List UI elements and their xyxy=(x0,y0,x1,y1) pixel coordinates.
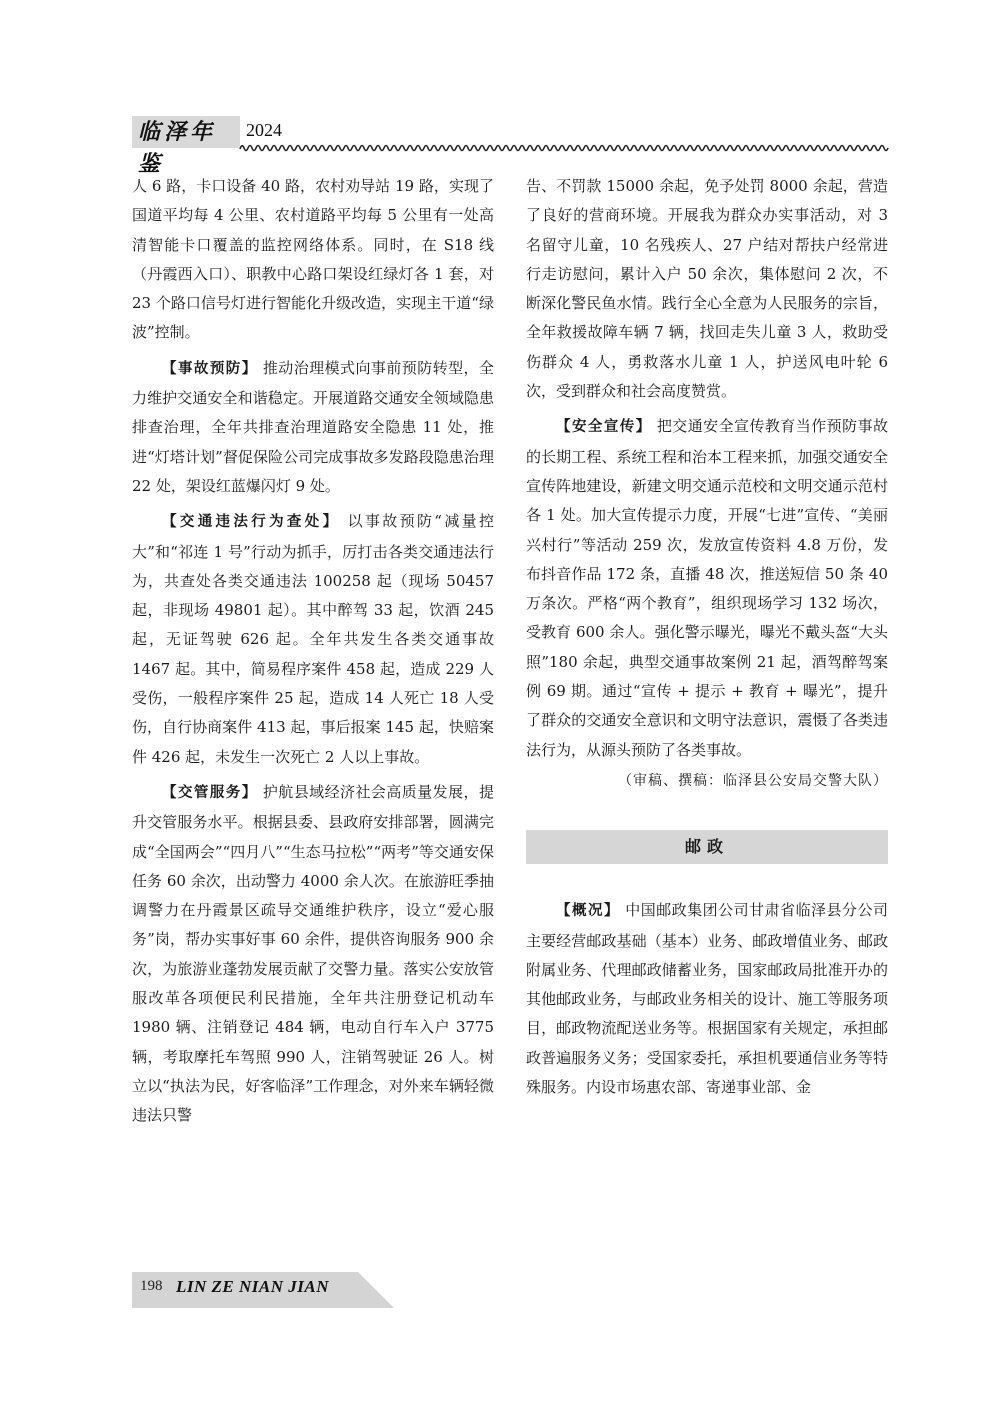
traffic-service-text: 护航县域经济社会高质量发展，提升交管服务水平。根据县委、县政府安排部署，圆满完成“全国两会”“四月八”“生态马拉松”“两考”等交通安保任务 60 余次，出动警力 4000 余人次。在旅游旺季抽调警力在丹霞景区疏导交通维护秩序，设立“爱心服务”岗，帮办实事好事 60 余件，提供咨询服务 900 余次，为旅游业蓬勃发展贡献了交警力量。落实公安放管服改革各项便民利民措施，全年共注册登记机动车 1980 辆、注销登记 484 辆，电动自行车入户 3775 辆，考取摩托车驾照 990 人，注销驾驶证 26 人。树立以“执法为民，好客临泽”工作理念，对外来车辆轻微违法只警 xyxy=(132,782,494,1125)
violation-handling-paragraph xyxy=(132,507,494,772)
safety-publicity-heading: 【安全宣传】 xyxy=(556,419,652,436)
traffic-service-heading: 【交管服务】 xyxy=(162,784,258,801)
yearbook-year: 2024 xyxy=(246,120,282,140)
header-wavy-rule xyxy=(132,140,892,154)
accident-prevention-text: 推动治理模式向事前预防转型，全力维护交通安全和谐稳定。开展道路交通安全领域隐患排查治理，全年共排查治理道路安全隐患 11 处，推进“灯塔计划”督促保险公司完成事故多发路段隐患治理 22 处，架设红蓝爆闪灯 9 处。 xyxy=(132,358,494,495)
page-header xyxy=(132,114,892,177)
violation-handling-text: 以事故预防“减量控大”和“祁连 1 号”行动为抓手，厉打击各类交通违法行为，共查处各类交通违法 100258 起（现场 50457 起，非现场 49801 起）。其中醉驾 33 起，饮酒 245 起，无证驾驶 626 起。全年共发生各类交通事故 1467 起。其中，简易程序案件 458 起，造成 229 人受伤，一般程序案件 25 起，造成 14 人死亡 18 人受伤，自行协商案件 413 起，事后报案 145 起，快赔案件 426 起，未发生一次死亡 2 人以上事故。 xyxy=(132,512,495,766)
continued-paragraph: 人 6 路，卡口设备 40 路，农村劝导站 19 路，实现了国道平均每 4 公里、农村道路平均每 5 公里有一处高清智能卡口覆盖的监控网络体系。同时，在 S18 线（丹霞西入口）、职教中心路口架设红绿灯各 1 套，对 23 个路口信号灯进行智能化升级改造，实现主干道“绿波”控制。 xyxy=(132,177,494,342)
accident-prevention-paragraph xyxy=(132,354,494,501)
accident-prevention-heading: 【事故预防】 xyxy=(162,360,258,377)
continued-paragraph-right: 告、不罚款 15000 余起，免予处罚 8000 余起，营造了良好的营商环境。开展我为群众办实事活动，对 3 名留守儿童，10 名残疾人、27 户结对帮扶户经常进行走访慰问，累计入户 50 余次，集体慰问 2 次，不断深化警民鱼水情。践行全心全意为人民服务的宗旨，全年救援故障车辆 7 辆，找回走失儿童 3 人，救助受伤群众 4 人，勇救落水儿童 1 人，护送风电叶轮 6 次，受到群众和社会高度赞赏。 xyxy=(526,177,888,401)
right-column xyxy=(526,172,888,1102)
postal-section-title: 邮政 xyxy=(526,830,888,864)
page-number: 198 xyxy=(140,1278,163,1294)
overview-paragraph xyxy=(526,896,888,1102)
page-footer xyxy=(132,1272,402,1308)
safety-publicity-text: 把交通安全宣传教育当作预防事故的长期工程、系统工程和治本工程来抓，加强交通安全宣传阵地建设，新建文明交通示范校和文明交通示范村各 1 处。加大宣传提示力度，开展“七进”宣传、“美丽兴村行”等活动 259 次，发放宣传资料 4.8 万份，发布抖音作品 172 条，直播 48 次，推送短信 50 条 40 万条次。严格“两个教育”，组织现场学习 132 场次，受教育 600 余人。强化警示曝光，曝光不戴头盔“大头照”180 余起，典型交通事故案例 21 起，酒驾醉驾案例 69 期。通过“宣传 + 提示 + 教育 + 曝光”，提升了群众的交通安全意识和文明守法意识，震慑了各类违法行为，从源头预防了各类事故。 xyxy=(526,417,888,759)
safety-publicity-paragraph xyxy=(526,412,888,765)
left-column xyxy=(132,172,494,1131)
violation-handling-heading: 【交通违法行为查处】 xyxy=(162,514,341,531)
author-credit: （审稿、撰稿：临泽县公安局交警大队） xyxy=(618,772,888,789)
footer-title: LIN ZE NIAN JIAN xyxy=(176,1277,329,1296)
yearbook-title: 临泽年鉴 xyxy=(132,116,240,148)
overview-heading: 【概况】 xyxy=(556,903,620,920)
overview-text: 中国邮政集团公司甘肃省临泽县分公司主要经营邮政基础（基本）业务、邮政增值业务、邮政附属业务、代理邮政储蓄业务，国家邮政局批准开办的其他邮政业务，与邮政业务相关的设计、施工等服务项目，邮政物流配送业务等。根据国家有关规定，承担邮政普遍服务义务；受国家委托，承担机要通信业务等特殊服务。内设市场惠农部、寄递事业部、金 xyxy=(526,901,888,1097)
traffic-service-paragraph xyxy=(132,778,494,1131)
